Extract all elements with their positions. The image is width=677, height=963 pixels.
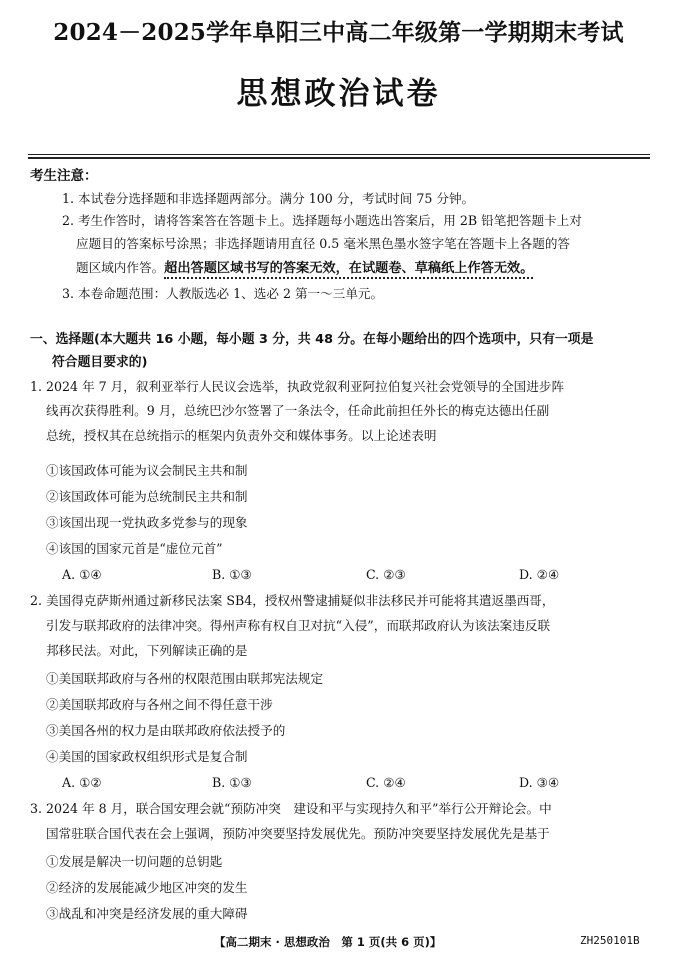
q2-statement-3: ③美国各州的权力是由联邦政府依法授予的 [46,723,286,738]
q2-statement-4: ④美国的国家政权组织形式是复合制 [46,749,248,764]
subject-title: 思想政治试卷 [236,76,441,112]
q1-option-b[interactable]: B. ①③ [212,567,252,582]
footer-page-label: 【高二期末 · 思想政治 第 1 页(共 6 页)】 [214,935,442,949]
header-divider-thin [28,154,650,155]
notice-warning: 超出答题区域书写的答案无效，在试题卷、草稿纸上作答无效。 [164,261,533,279]
q2-statement-2: ②美国联邦政府与各州之间不得任意干涉 [46,697,273,712]
q3-statement-1: ①发展是解决一切问题的总钥匙 [46,854,223,869]
q2-stem-line1: 2. 美国得克萨斯州通过新移民法案 SB4，授权州警逮捕疑似非法移民并可能将其遣返墨西哥， [30,593,555,608]
q2-option-d[interactable]: D. ③④ [519,775,560,790]
q2-option-b[interactable]: B. ①③ [212,775,252,790]
q3-stem-line2: 国常驻联合国代表在会上强调，预防冲突要坚持发展优先。预防冲突要坚持发展优先是基于 [46,826,550,841]
q3-statement-2: ②经济的发展能减少地区冲突的发生 [46,880,248,895]
q1-option-c[interactable]: C. ②③ [366,567,406,582]
q1-stem-line2: 线再次获得胜利。9 月，总统巴沙尔签署了一条法令，任命此前担任外长的梅克达德出任副 [46,403,550,418]
q1-statement-3: ③该国出现一党执政多党参与的现象 [46,515,248,530]
q1-stem-line1: 1. 2024 年 7 月，叙利亚举行人民议会选举，执政党叙利亚阿拉伯复兴社会党领导的全国进步阵 [30,379,565,394]
section-heading-line2: 符合题目要求的) [52,355,148,370]
q2-stem-line3: 邦移民法。对此，下列解读正确的是 [46,643,248,658]
header-divider-thick [28,157,650,159]
q3-statement-3: ③战乱和冲突是经济发展的重大障碍 [46,906,248,921]
notice-item-2-end-text: 题区域内作答。 [76,260,165,275]
notice-item-2-end [76,259,533,278]
footer-code: ZH250101B [580,934,640,947]
q2-statement-1: ①美国联邦政府与各州的权限范围由联邦宪法规定 [46,671,324,686]
q1-statement-1: ①该国政体可能为议会制民主共和制 [46,463,248,478]
notice-item-2: 2. 考生作答时，请将答案答在答题卡上。选择题每小题选出答案后，用 2B 铅笔把答题卡上对 [62,213,582,228]
notice-item-3: 3. 本卷命题范围：人教版选必 1、选必 2 第一～三单元。 [62,286,384,301]
q1-option-a[interactable]: A. ①④ [62,567,102,582]
q1-option-d[interactable]: D. ②④ [519,567,560,582]
notice-item-2-cont: 应题目的答案标号涂黑；非选择题请用直径 0.5 毫米黑色墨水签字笔在答题卡上各题的答 [76,236,571,251]
q1-statement-2: ②该国政体可能为总统制民主共和制 [46,489,248,504]
q2-stem-line2: 引发与联邦政府的法律冲突。得州声称有权自卫对抗“入侵”，而联邦政府认为该法案违反联 [46,618,551,633]
notice-heading: 考生注意： [30,168,98,184]
q2-option-a[interactable]: A. ①② [62,775,102,790]
section-heading-line1: 一、选择题(本大题共 16 小题，每小题 3 分，共 48 分。在每小题给出的四个选项中，只有一项是 [30,332,594,347]
q3-stem-line1: 3. 2024 年 8 月，联合国安理会就“预防冲突 建设和平与实现持久和平”举行公开辩论会。中 [30,801,552,816]
q2-option-c[interactable]: C. ②④ [366,775,406,790]
q1-stem-line3: 总统，授权其在总统指示的框架内负责外交和媒体事务。以上论述表明 [46,428,437,443]
q1-statement-4: ④该国的国家元首是“虚位元首” [46,541,223,556]
notice-item-1: 1. 本试卷分选择题和非选择题两部分。满分 100 分，考试时间 75 分钟。 [62,191,475,206]
exam-title: 2024－2025学年阜阳三中高二年级第一学期期末考试 [53,19,624,46]
